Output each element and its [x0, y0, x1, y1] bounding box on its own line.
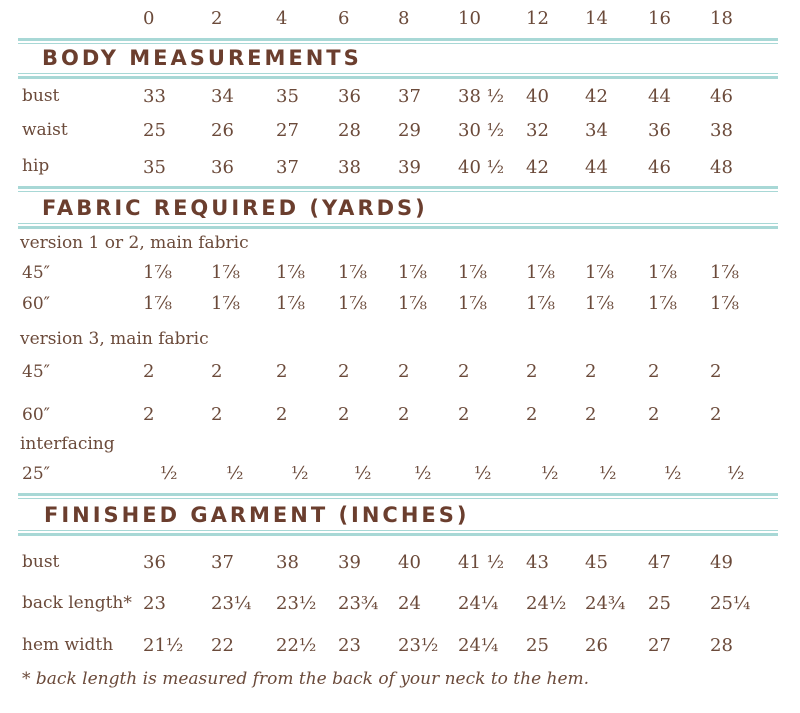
table-cell: 22½ — [276, 635, 317, 656]
table-cell: ½ — [664, 463, 682, 484]
table-cell: 27 — [648, 635, 671, 656]
table-cell: 25¼ — [710, 593, 751, 614]
table-cell: 35 — [143, 157, 166, 178]
table-cell: ½ — [354, 463, 372, 484]
table-cell: 45 — [585, 552, 608, 573]
row-label: 60″ — [22, 294, 50, 314]
table-cell: 1⅞ — [458, 262, 487, 283]
table-cell: 23 — [338, 635, 361, 656]
table-cell: 2 — [710, 404, 722, 425]
row-label: back length* — [22, 593, 132, 613]
table-cell: 42 — [585, 86, 608, 107]
section-rule — [18, 73, 778, 74]
table-cell: 2 — [398, 404, 410, 425]
table-cell: 44 — [585, 157, 608, 178]
table-cell: 23 — [143, 593, 166, 614]
row-label: hem width — [22, 635, 114, 655]
table-cell: 49 — [710, 552, 733, 573]
table-cell: 36 — [211, 157, 234, 178]
table-cell: 34 — [211, 86, 234, 107]
table-cell: 24½ — [526, 593, 567, 614]
section-rule — [18, 43, 778, 44]
table-cell: 46 — [648, 157, 671, 178]
table-cell: 38 — [338, 157, 361, 178]
table-cell: 37 — [398, 86, 421, 107]
table-cell: 26 — [585, 635, 608, 656]
row-label: 60″ — [22, 405, 50, 425]
table-cell: 24 — [398, 593, 421, 614]
table-cell: 39 — [338, 552, 361, 573]
table-cell: 2 — [585, 361, 597, 382]
fabric-group-heading: interfacing — [20, 434, 115, 454]
table-cell: 1⅞ — [458, 293, 487, 314]
table-cell: 1⅞ — [338, 262, 367, 283]
section-rule — [18, 498, 778, 499]
table-cell: 36 — [143, 552, 166, 573]
footnote: * back length is measured from the back of your neck to the hem. — [22, 669, 590, 689]
table-cell: ½ — [474, 463, 492, 484]
table-cell: 1⅞ — [710, 262, 739, 283]
table-cell: 1⅞ — [585, 293, 614, 314]
table-cell: 2 — [585, 404, 597, 425]
table-cell: 38 — [710, 120, 733, 141]
table-cell: 40 — [526, 86, 549, 107]
table-cell: 23½ — [276, 593, 317, 614]
table-cell: 2 — [276, 361, 288, 382]
table-cell: 39 — [398, 157, 421, 178]
table-cell: 36 — [338, 86, 361, 107]
table-cell: 42 — [526, 157, 549, 178]
table-cell: 25 — [648, 593, 671, 614]
row-label: 25″ — [22, 464, 50, 484]
table-cell: 34 — [585, 120, 608, 141]
size-header-cell: 10 — [458, 8, 481, 29]
table-cell: 25 — [143, 120, 166, 141]
section-rule — [18, 186, 778, 189]
size-header-cell: 12 — [526, 8, 549, 29]
size-header-cell: 18 — [710, 8, 733, 29]
table-cell: 1⅞ — [211, 293, 240, 314]
table-cell: 24¼ — [458, 635, 499, 656]
table-cell: 1⅞ — [398, 293, 427, 314]
table-cell: 46 — [710, 86, 733, 107]
table-cell: 2 — [398, 361, 410, 382]
table-cell: 47 — [648, 552, 671, 573]
table-cell: 29 — [398, 120, 421, 141]
size-header-cell: 0 — [143, 8, 155, 29]
table-cell: 37 — [211, 552, 234, 573]
table-cell: 1⅞ — [526, 262, 555, 283]
size-header-row — [0, 8, 800, 32]
table-cell: 2 — [648, 404, 660, 425]
table-cell: 23½ — [398, 635, 439, 656]
table-cell: 44 — [648, 86, 671, 107]
table-cell: 28 — [710, 635, 733, 656]
table-cell: ½ — [599, 463, 617, 484]
section-title-fabric: FABRIC REQUIRED (YARDS) — [42, 196, 428, 220]
table-cell: 1⅞ — [276, 262, 305, 283]
row-label: waist — [22, 120, 68, 140]
table-cell: 1⅞ — [648, 262, 677, 283]
table-cell: 2 — [648, 361, 660, 382]
table-cell: ½ — [727, 463, 745, 484]
table-cell: 2 — [710, 361, 722, 382]
table-cell: 2 — [458, 361, 470, 382]
table-cell: 30 ½ — [458, 120, 505, 141]
table-cell: 28 — [338, 120, 361, 141]
table-cell: 2 — [338, 361, 350, 382]
section-rule — [18, 530, 778, 531]
table-cell: 25 — [526, 635, 549, 656]
row-label: hip — [22, 156, 50, 176]
table-cell: 26 — [211, 120, 234, 141]
table-cell: 23¾ — [338, 593, 379, 614]
section-title-finished: FINISHED GARMENT (INCHES) — [44, 503, 470, 527]
table-cell: 32 — [526, 120, 549, 141]
table-cell: 37 — [276, 157, 299, 178]
table-cell: 1⅞ — [143, 293, 172, 314]
table-cell: 2 — [276, 404, 288, 425]
table-cell: ½ — [541, 463, 559, 484]
table-cell: 24¾ — [585, 593, 626, 614]
table-cell: 35 — [276, 86, 299, 107]
table-cell: ½ — [160, 463, 178, 484]
table-cell: 38 — [276, 552, 299, 573]
table-cell: 38 ½ — [458, 86, 505, 107]
table-cell: 2 — [143, 361, 155, 382]
table-cell: 2 — [211, 404, 223, 425]
table-cell: 24¼ — [458, 593, 499, 614]
table-cell: 2 — [526, 404, 538, 425]
table-cell: 1⅞ — [585, 262, 614, 283]
table-cell: 1⅞ — [338, 293, 367, 314]
table-cell: 2 — [458, 404, 470, 425]
table-cell: 2 — [143, 404, 155, 425]
table-cell: 1⅞ — [648, 293, 677, 314]
table-cell: 2 — [526, 361, 538, 382]
table-cell: 27 — [276, 120, 299, 141]
size-header-cell: 2 — [211, 8, 223, 29]
table-cell: 36 — [648, 120, 671, 141]
size-header-cell: 6 — [338, 8, 350, 29]
table-cell: 40 ½ — [458, 157, 505, 178]
size-header-cell: 4 — [276, 8, 288, 29]
table-cell: 1⅞ — [398, 262, 427, 283]
size-header-cell: 8 — [398, 8, 410, 29]
section-title-body: BODY MEASUREMENTS — [42, 46, 362, 70]
table-cell: 1⅞ — [526, 293, 555, 314]
table-cell: ½ — [291, 463, 309, 484]
row-label: bust — [22, 86, 60, 106]
table-cell: 1⅞ — [710, 293, 739, 314]
table-cell: 33 — [143, 86, 166, 107]
table-cell: 41 ½ — [458, 552, 505, 573]
table-cell: 22 — [211, 635, 234, 656]
section-rule — [18, 533, 778, 536]
table-cell: 43 — [526, 552, 549, 573]
size-header-cell: 14 — [585, 8, 608, 29]
section-rule — [18, 226, 778, 229]
table-cell: 2 — [338, 404, 350, 425]
fabric-group-heading: version 3, main fabric — [20, 329, 209, 349]
table-cell: 1⅞ — [276, 293, 305, 314]
fabric-group-heading: version 1 or 2, main fabric — [20, 233, 249, 253]
table-cell: ½ — [226, 463, 244, 484]
section-rule — [18, 191, 778, 192]
table-cell: 23¼ — [211, 593, 252, 614]
table-cell: 48 — [710, 157, 733, 178]
row-label: 45″ — [22, 263, 50, 283]
row-label: 45″ — [22, 362, 50, 382]
table-cell: 1⅞ — [211, 262, 240, 283]
section-rule — [18, 38, 778, 41]
table-cell: ½ — [414, 463, 432, 484]
table-cell: 40 — [398, 552, 421, 573]
table-cell: 1⅞ — [143, 262, 172, 283]
section-rule — [18, 76, 778, 79]
table-cell: 2 — [211, 361, 223, 382]
section-rule — [18, 493, 778, 496]
size-header-cell: 16 — [648, 8, 671, 29]
table-cell: 21½ — [143, 635, 184, 656]
section-rule — [18, 223, 778, 224]
row-label: bust — [22, 552, 60, 572]
